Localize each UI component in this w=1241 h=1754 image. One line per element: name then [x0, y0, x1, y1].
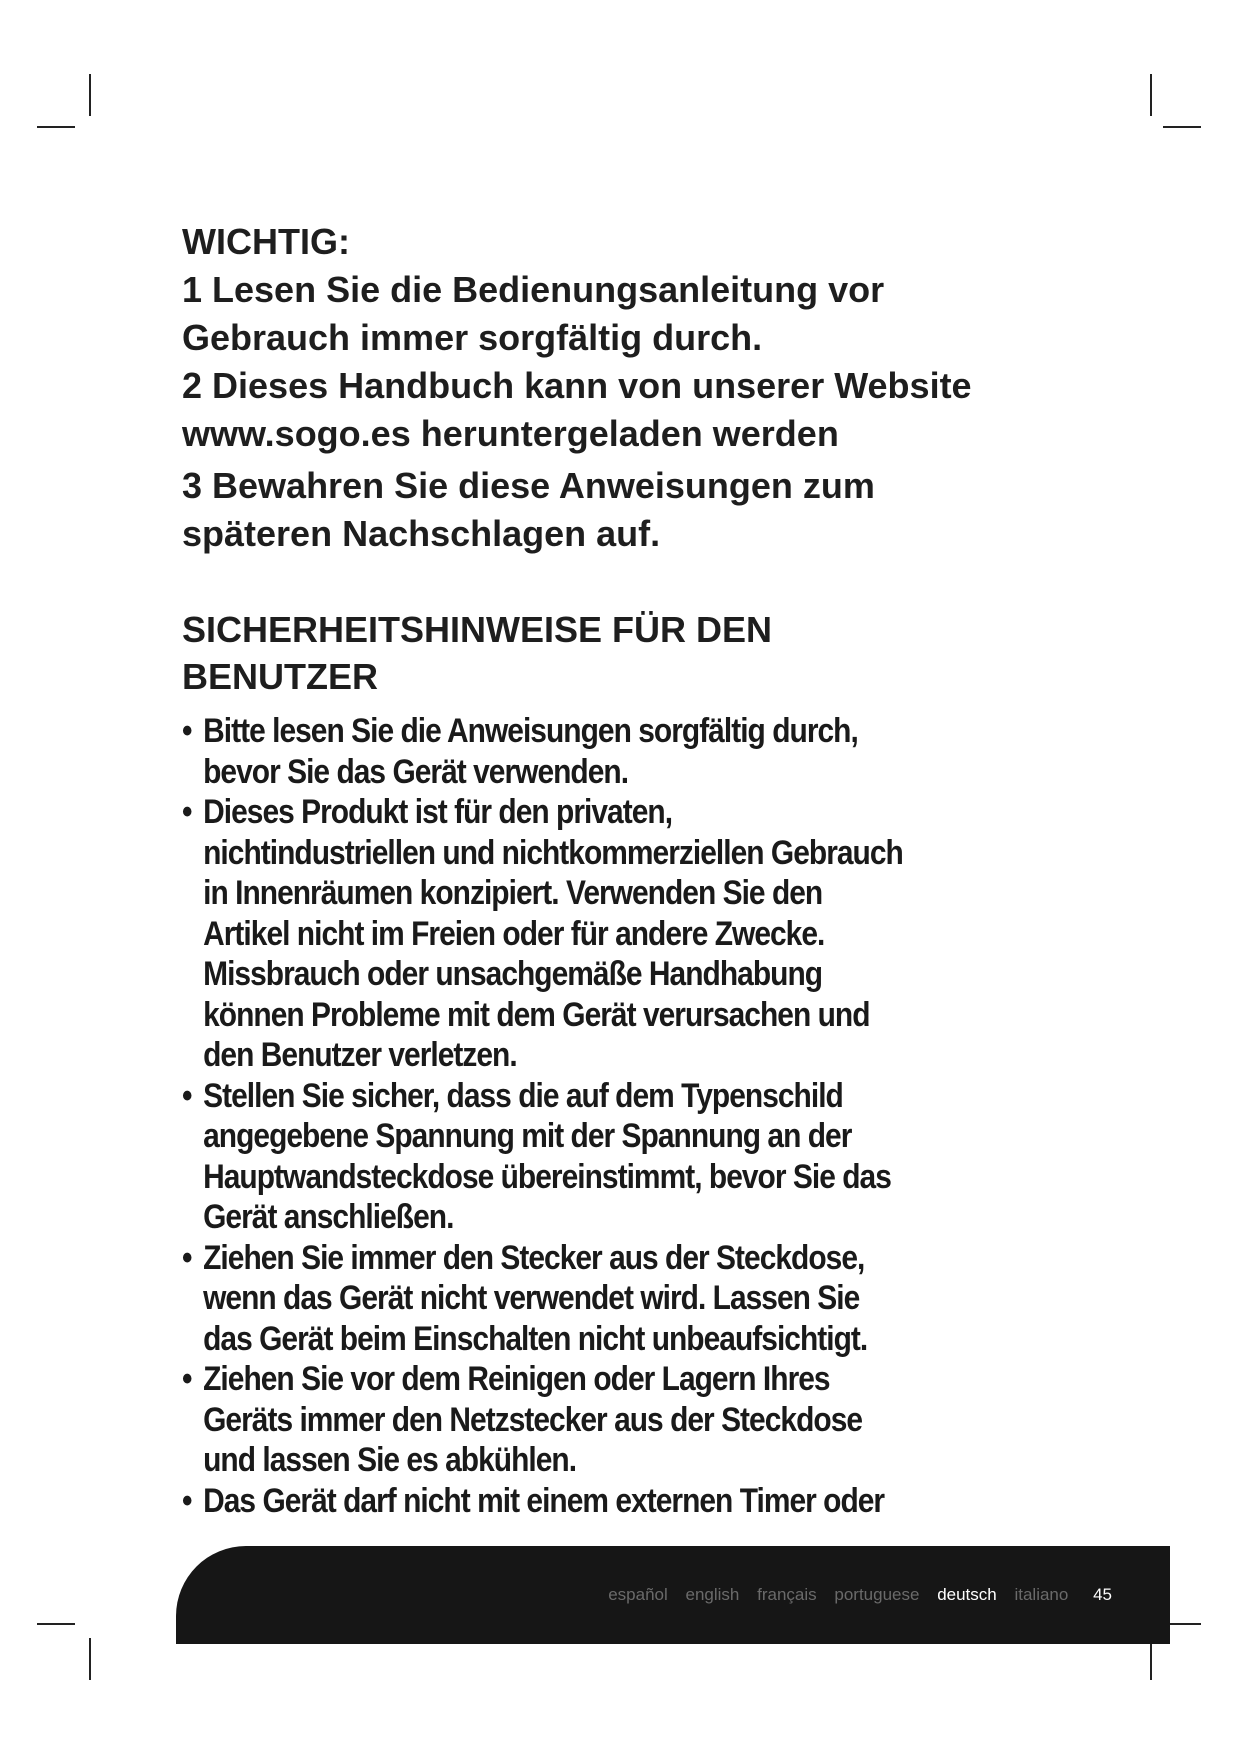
- crop-mark-bottom-right-vertical: [1150, 1638, 1152, 1680]
- crop-mark-top-right-horizontal: [1163, 126, 1201, 128]
- intro-line: 1 Lesen Sie die Bedienungsanleitung vor: [182, 269, 885, 310]
- bullet-line: Ziehen Sie immer den Stecker aus der Steckdose,: [203, 1238, 865, 1277]
- intro-line: Gebrauch immer sorgfältig durch.: [182, 317, 763, 358]
- bullet-line: können Probleme mit dem Gerät verursachen und: [203, 995, 870, 1034]
- bullet-line: Dieses Produkt ist für den privaten,: [203, 793, 673, 831]
- bullet-line: Gerät anschließen.: [203, 1198, 454, 1236]
- list-item: [182, 1076, 1097, 1238]
- list-item: [182, 711, 1097, 792]
- section-title-line: BENUTZER: [182, 656, 378, 697]
- language-link-espanol[interactable]: español: [608, 1585, 668, 1604]
- bullet-icon: •: [182, 712, 192, 750]
- crop-mark-bottom-left-horizontal: [37, 1623, 75, 1625]
- bullet-line: nichtindustriellen und nichtkommerziellen Gebrauch: [203, 833, 903, 872]
- language-link-italiano[interactable]: italiano: [1014, 1585, 1069, 1604]
- bullet-line: bevor Sie das Gerät verwenden.: [203, 752, 629, 791]
- bullet-line: Stellen Sie sicher, dass die auf dem Typenschild: [203, 1076, 843, 1115]
- page-number: 45: [1093, 1585, 1112, 1604]
- section-title: [182, 606, 1082, 700]
- bullet-line: Das Gerät darf nicht mit einem externen Timer oder: [203, 1481, 885, 1520]
- bullet-line: Artikel nicht im Freien oder für andere Zwecke.: [203, 914, 825, 953]
- intro-block: [182, 218, 1082, 558]
- crop-mark-top-left-vertical: [89, 74, 91, 116]
- bullet-icon: •: [182, 1481, 192, 1520]
- bullet-line: Hauptwandsteckdose übereinstimmt, bevor Sie das: [203, 1157, 891, 1196]
- language-link-portuguese[interactable]: portuguese: [834, 1585, 920, 1604]
- list-item: [182, 792, 1097, 1076]
- language-link-deutsch[interactable]: deutsch: [937, 1585, 997, 1604]
- intro-line: www.sogo.es heruntergeladen werden: [182, 413, 839, 454]
- bullet-line: das Gerät beim Einschalten nicht unbeaufsichtigt.: [203, 1319, 868, 1358]
- safety-bullet-list: [182, 711, 1097, 1521]
- footer-bar: [176, 1546, 1170, 1644]
- section-title-line: SICHERHEITSHINWEISE FÜR DEN: [182, 609, 773, 650]
- crop-mark-bottom-left-vertical: [89, 1638, 91, 1680]
- intro-line: 3 Bewahren Sie diese Anweisungen zum: [182, 465, 875, 506]
- bullet-line: Missbrauch oder unsachgemäße Handhabung: [203, 955, 823, 993]
- bullet-line: in Innenräumen konzipiert. Verwenden Sie den: [203, 874, 823, 912]
- bullet-icon: •: [182, 1238, 192, 1277]
- intro-heading: WICHTIG:: [182, 221, 350, 262]
- bullet-line: Bitte lesen Sie die Anweisungen sorgfältig durch,: [203, 712, 858, 750]
- crop-mark-top-left-horizontal: [37, 126, 75, 128]
- bullet-line: wenn das Gerät nicht verwendet wird. Lassen Sie: [203, 1279, 860, 1317]
- language-link-francais[interactable]: français: [757, 1585, 817, 1604]
- language-link-english[interactable]: english: [685, 1585, 740, 1604]
- crop-mark-top-right-vertical: [1150, 74, 1152, 116]
- list-item: [182, 1359, 1097, 1481]
- bullet-line: Geräts immer den Netzstecker aus der Steckdose: [203, 1400, 863, 1439]
- intro-line: späteren Nachschlagen auf.: [182, 513, 661, 554]
- bullet-icon: •: [182, 793, 192, 831]
- list-item: [182, 1238, 1097, 1360]
- intro-line: 2 Dieses Handbuch kann von unserer Website: [182, 365, 972, 406]
- bullet-line: und lassen Sie es abkühlen.: [203, 1441, 577, 1479]
- bullet-line: Ziehen Sie vor dem Reinigen oder Lagern Ihres: [203, 1360, 830, 1398]
- bullet-icon: •: [182, 1076, 192, 1115]
- bullet-line: den Benutzer verletzen.: [203, 1036, 517, 1074]
- bullet-icon: •: [182, 1360, 192, 1398]
- language-nav: [595, 1585, 1112, 1605]
- bullet-line: angegebene Spannung mit der Spannung an der: [203, 1117, 852, 1155]
- list-item: [182, 1481, 1097, 1522]
